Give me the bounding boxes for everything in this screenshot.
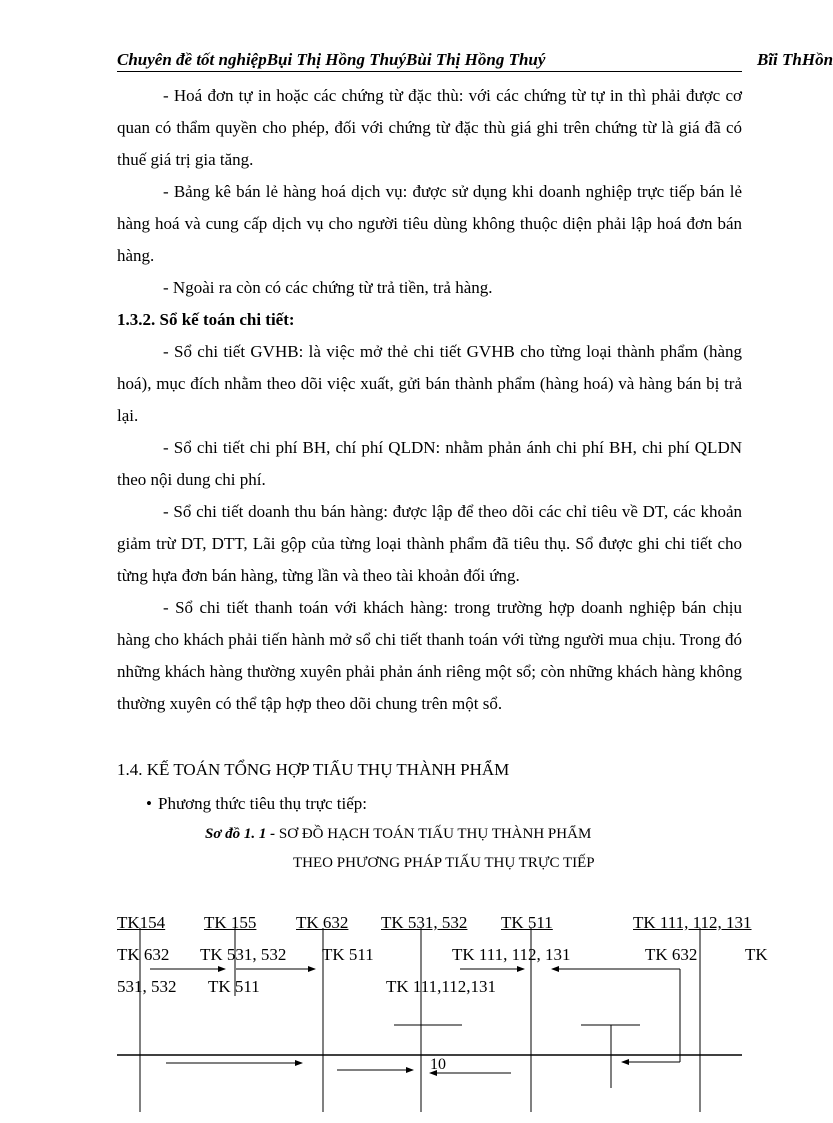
header-author: Bĩi ThHồn (757, 50, 833, 69)
heading-detailed-books: 1.3.2. Sổ kế toán chi tiết: (117, 310, 295, 329)
tk-label: 531, 532 (117, 977, 177, 996)
tk-label: TK 111, 112, 131 (452, 945, 571, 964)
tk-label: TK (745, 945, 768, 964)
diagram-caption-title: SƠ ĐỒ HẠCH TOÁN TIẤU THỤ THÀNH PHẨM (278, 826, 592, 842)
tk-label: TK 111, 112, 131 (633, 913, 752, 932)
section-title: 1.4. KẾ TOÁN TỔNG HỢP TIẤU THỤ THÀNH PHẨM (117, 760, 510, 779)
diagram-caption-label: Sơ đồ 1. 1 - (205, 826, 276, 842)
paragraph-other-docs: - Ngoài ra còn có các chứng từ trả tiền, trả hàng. (163, 278, 493, 297)
diagram-caption-line2: THEO PHƯƠNG PHÁP TIẤU THỤ TRỰC TIẾP (293, 855, 595, 871)
header-rule (117, 71, 742, 72)
tk-label: TK 531, 532 (200, 945, 287, 964)
bullet-symbol: • (146, 794, 152, 813)
tk-label: TK154 (117, 913, 166, 932)
paragraph-revenue: - Sổ chi tiết doanh thu bán hàng: được lập để theo dõi các chỉ tiêu về DT, các khoản giảm trừ DT, DTT, Lãi gộp của từng loại thành phẩm đã tiêu thụ. Sổ được ghi chi tiết cho từng hựa đơn bán hàng, từng lần và theo tài khoản đối ứng. (117, 502, 742, 585)
tk-label: TK 632 (645, 945, 698, 964)
paragraph-invoice: - Hoá đơn tự in hoặc các chứng từ đặc thù: với các chứng từ tự in thì phải được cơ quan có thẩm quyền cho phép, đối với chứng từ đặc thù giá ghi trên chứng từ là giá đã có thuế giá trị gia tăng. (117, 86, 742, 169)
tk-label: TK 511 (501, 913, 553, 932)
tk-label: TK 111,112,131 (386, 977, 497, 996)
diagram-caption-line1 (205, 826, 591, 843)
paragraph-retail-list: - Bảng kê bán lẻ hàng hoá dịch vụ: được sử dụng khi doanh nghiệp trực tiếp bán lẻ hàng hoá và cung cấp dịch vụ cho người tiêu dùng không thuộc diện phải lập hoá đơn bán hàng. (117, 182, 742, 265)
tk-label: TK 155 (204, 913, 257, 932)
paragraph-payment: - Sổ chi tiết thanh toán với khách hàng: trong trường hợp doanh nghiệp bán chịu hàng cho khách phải tiến hành mở sổ chi tiết thanh toán với từng người mua chịu. Trong đó những khách hàng thường xuyên phải phản ánh riêng một sổ; còn những khách hàng không thường xuyên có thể tập hợp theo dõi chung trên một sổ. (117, 598, 742, 713)
page-header (117, 50, 833, 72)
bullet-item (146, 794, 367, 814)
header-title: Chuyên đề tốt nghiệpBụi Thị Hồng ThuýBùi Thị Hồng Thuý (117, 50, 546, 69)
diagram-lines (0, 900, 816, 1123)
tk-label: TK 511 (208, 977, 260, 996)
accounting-diagram (0, 900, 816, 1123)
tk-label: TK 511 (322, 945, 374, 964)
bullet-text: Phương thức tiêu thụ trực tiếp: (158, 794, 367, 813)
tk-label: TK 531, 532 (381, 913, 468, 932)
tk-label: TK 632 (117, 945, 170, 964)
tk-label: TK 632 (296, 913, 349, 932)
paragraph-cost: - Sổ chi tiết chi phí BH, chí phí QLDN: nhằm phản ánh chi phí BH, chi phí QLDN theo nội dung chi phí. (117, 438, 742, 489)
paragraph-gvhb: - Sổ chi tiết GVHB: là việc mở thẻ chi tiết GVHB cho từng loại thành phẩm (hàng hoá), mục đích nhằm theo dõi việc xuất, gửi bán thành phẩm (hàng hoá) và hàng bán bị trả lại. (117, 342, 742, 425)
page-number: 10 (430, 1056, 446, 1073)
